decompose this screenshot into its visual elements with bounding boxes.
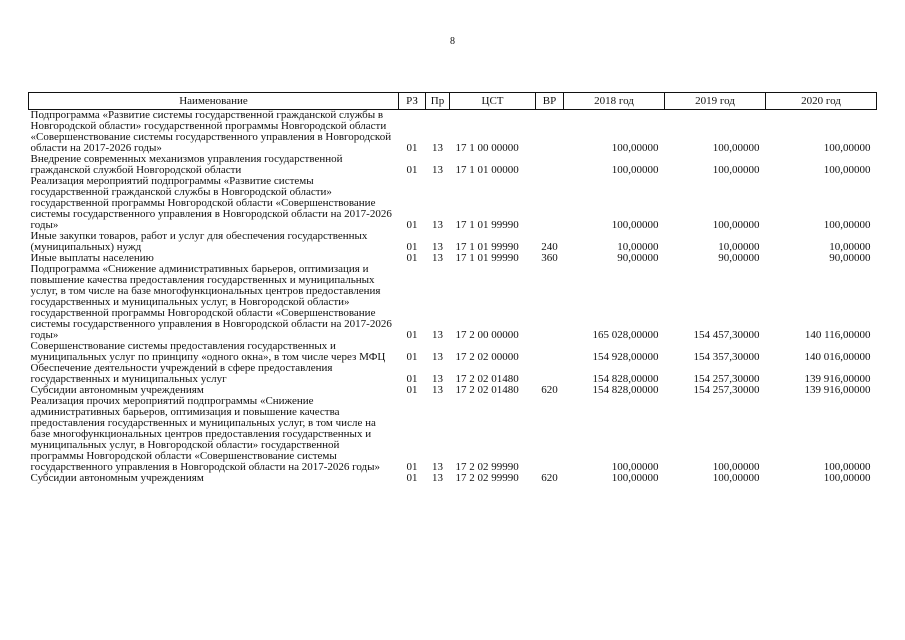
header-2020: 2020 год [766,93,877,110]
cell-cst: 17 2 02 99990 [455,472,519,484]
cell-pr: 13 [432,351,443,363]
cell-pr: 13 [432,384,443,396]
cell-2018: 154 828,00000 [592,373,659,385]
cell-cst: 17 2 02 01480 [455,384,519,396]
cell-2019: 100,00000 [712,164,760,176]
cell-vr [536,363,564,385]
cell-vr: 240 [541,241,558,253]
cell-vr [536,264,564,341]
cell-cst: 17 1 00 00000 [455,142,519,154]
cell-rz: 01 [406,329,418,341]
cell-2020: 140 016,00000 [804,351,871,363]
cell-name: Субсидии автономным учреждениям [30,472,204,484]
header-vr: ВР [536,93,564,110]
cell-name: Субсидии автономным учреждениям [30,384,204,396]
cell-cst: 17 1 01 99990 [455,252,519,264]
cell-rz: 01 [406,351,418,363]
cell-2020: 140 116,00000 [804,329,871,341]
cell-2018: 10,00000 [617,241,659,253]
cell-2020: 100,00000 [823,472,871,484]
cell-name: Совершенствование системы предоставления государственных и муниципальных услуг по принципу «одного окна», в том числе через МФЦ [30,340,386,363]
cell-vr [536,176,564,231]
cell-cst: 17 2 02 01480 [455,373,519,385]
cell-rz: 01 [406,373,418,385]
cell-2018: 165 028,00000 [592,329,659,341]
cell-name: Иные выплаты населению [30,252,154,264]
cell-cst: 17 2 02 99990 [455,461,519,473]
cell-cst: 17 2 00 00000 [455,329,519,341]
cell-cst: 17 1 01 99990 [455,219,519,231]
budget-table [28,92,877,484]
cell-rz: 01 [406,461,418,473]
table-row [29,231,877,253]
cell-2019: 100,00000 [712,142,760,154]
cell-vr [536,154,564,176]
header-rz: РЗ [399,93,426,110]
header-2018: 2018 год [564,93,665,110]
cell-cst: 17 1 01 99990 [455,241,519,253]
table-row [29,264,877,341]
cell-vr [536,110,564,155]
cell-rz: 01 [406,219,418,231]
cell-pr: 13 [432,241,443,253]
page-number: 8 [450,36,455,47]
cell-2019: 154 257,30000 [693,384,760,396]
cell-vr [536,341,564,363]
table-row [29,341,877,363]
cell-2019: 100,00000 [712,472,760,484]
cell-vr: 620 [541,472,558,484]
cell-2018: 154 928,00000 [592,351,659,363]
cell-2019: 154 357,30000 [693,351,760,363]
cell-pr: 13 [432,164,443,176]
cell-2020: 100,00000 [823,164,871,176]
table-row [29,110,877,155]
cell-vr: 620 [541,384,558,396]
cell-2018: 100,00000 [611,219,659,231]
cell-2019: 10,00000 [718,241,760,253]
cell-pr: 13 [432,461,443,473]
cell-cst: 17 2 02 00000 [455,351,519,363]
cell-2020: 139 916,00000 [804,373,871,385]
cell-2018: 100,00000 [611,164,659,176]
cell-2020: 139 916,00000 [804,384,871,396]
cell-2020: 100,00000 [823,461,871,473]
cell-pr: 13 [432,329,443,341]
cell-rz: 01 [406,241,418,253]
cell-2018: 90,00000 [617,252,659,264]
cell-name: Иные закупки товаров, работ и услуг для обеспечения государственных (муниципальных) нужд [30,230,368,253]
cell-name: Подпрограмма «Снижение административных барьеров, оптимизация и повышение качества предоставления государственных и муниципальных услуг, в том числе на базе многофункциональных центров предоставления государственных и муниципальных услуг, в Новгородской области» государственной программы Новгородской области «Совершенствование системы государственного управления в Новгородской области на 2017-2026 годы» [30,263,392,341]
cell-2019: 154 257,30000 [693,373,760,385]
cell-2020: 10,00000 [829,241,871,253]
cell-2019: 100,00000 [712,461,760,473]
cell-2018: 154 828,00000 [592,384,659,396]
cell-2018: 100,00000 [611,142,659,154]
cell-rz: 01 [406,252,418,264]
cell-2018: 100,00000 [611,461,659,473]
cell-name: Внедрение современных механизмов управления государственной гражданской службой Новгородской области [30,153,343,176]
cell-pr: 13 [432,373,443,385]
cell-rz: 01 [406,472,418,484]
table-header-row [29,93,877,110]
table-row [29,363,877,385]
cell-name: Реализация прочих мероприятий подпрограммы «Снижение административных барьеров, оптимизация и повышение качества предоставления государственных и муниципальных услуг, в том числе на базе многофункциональных центров предоставления государственных и муниципальных услуг, в Новгородской области» государственной программы Новгородской области «Совершенствование системы государственного управления в Новгородской области на 2017-2026 годы» [30,395,381,473]
table-row [29,473,877,484]
cell-pr: 13 [432,472,443,484]
cell-2019: 100,00000 [712,219,760,231]
table-row [29,154,877,176]
cell-rz: 01 [406,142,418,154]
cell-2019: 154 457,30000 [693,329,760,341]
header-name: Наименование [29,93,399,110]
cell-vr: 360 [541,252,558,264]
table-row [29,176,877,231]
cell-name: Реализация мероприятий подпрограммы «Развитие системы государственной гражданской службы в Новгородской области» государственной программы Новгородской области «Совершенствование системы государственного управления в Новгородской области на 2017-2026 годы» [30,175,392,231]
cell-vr [536,396,564,473]
cell-pr: 13 [432,142,443,154]
cell-name: Обеспечение деятельности учреждений в сфере предоставления государственных и муниципальных услуг [30,362,333,385]
cell-2020: 90,00000 [829,252,871,264]
cell-rz: 01 [406,384,418,396]
header-cst: ЦСТ [450,93,536,110]
cell-2019: 90,00000 [718,252,760,264]
header-pr: Пр [426,93,450,110]
cell-pr: 13 [432,252,443,264]
cell-2018: 100,00000 [611,472,659,484]
header-2019: 2019 год [665,93,766,110]
cell-2020: 100,00000 [823,219,871,231]
cell-rz: 01 [406,164,418,176]
cell-pr: 13 [432,219,443,231]
cell-cst: 17 1 01 00000 [455,164,519,176]
table-row [29,396,877,473]
cell-name: Подпрограмма «Развитие системы государственной гражданской службы в Новгородской области» государственной программы Новгородской области «Совершенствование системы государственного управления в Новгородской области на 2017-2026 годы» [30,109,392,154]
cell-2020: 100,00000 [823,142,871,154]
